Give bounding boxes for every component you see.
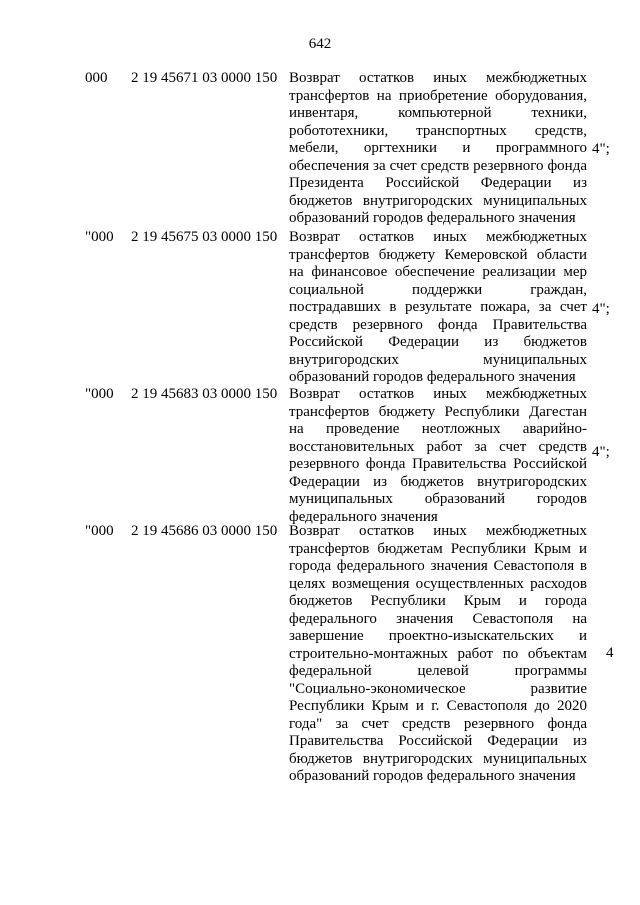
row-amount: 4";: [592, 141, 610, 157]
page-number: 642: [308, 36, 332, 52]
admin-code: 000: [85, 70, 108, 86]
admin-code: "000: [85, 229, 114, 245]
income-code: 2 19 45686 03 0000 150: [131, 523, 278, 539]
row-amount: 4: [606, 645, 614, 661]
income-code: 2 19 45671 03 0000 150: [131, 70, 278, 86]
row-amount: 4";: [592, 444, 610, 460]
admin-code: "000: [85, 386, 114, 402]
row-description: Возврат остатков иных межбюджетных трансфертов бюджетам Республики Крым и города федерального значения Севастополя в целях возмещения осуществленных расходов бюджетов Республики Крым и города федерального значения Севастополя на завершение проектно-изыскательских и строительно-монтажных работ по объектам федеральной целевой программы "Социально-экономическое развитие Республики Крым и г. Севастополя до 2020 года" за счет средств резервного фонда Правительства Российской Федерации из бюджетов внутригородских муниципальных образований городов федерального значения: [289, 523, 587, 784]
row-description: Возврат остатков иных межбюджетных трансфертов бюджету Республики Дагестан на проведение неотложных аварийно-восстановительных работ за счет средств резервного фонда Правительства Российской Федерации из бюджетов внутригородских муниципальных образований городов федерального значения: [289, 386, 587, 525]
income-code: 2 19 45683 03 0000 150: [131, 386, 278, 402]
income-code: 2 19 45675 03 0000 150: [131, 229, 278, 245]
row-description: Возврат остатков иных межбюджетных трансфертов на приобретение оборудования, инвентаря, компьютерной техники, робототехники, транспортных средств, мебели, оргтехники и программного обеспечения за счет средств резервного фонда Президента Российской Федерации из бюджетов внутригородских муниципальных образований городов федерального значения: [289, 70, 587, 226]
row-description: Возврат остатков иных межбюджетных трансфертов бюджету Кемеровской области на финансовое обеспечение реализации мер социальной поддержки граждан, пострадавших в результате пожара, за счет средств резервного фонда Правительства Российской Федерации из бюджетов внутригородских муниципальных образований городов федерального значения: [289, 229, 587, 385]
admin-code: "000: [85, 523, 114, 539]
row-amount: 4";: [592, 301, 610, 317]
